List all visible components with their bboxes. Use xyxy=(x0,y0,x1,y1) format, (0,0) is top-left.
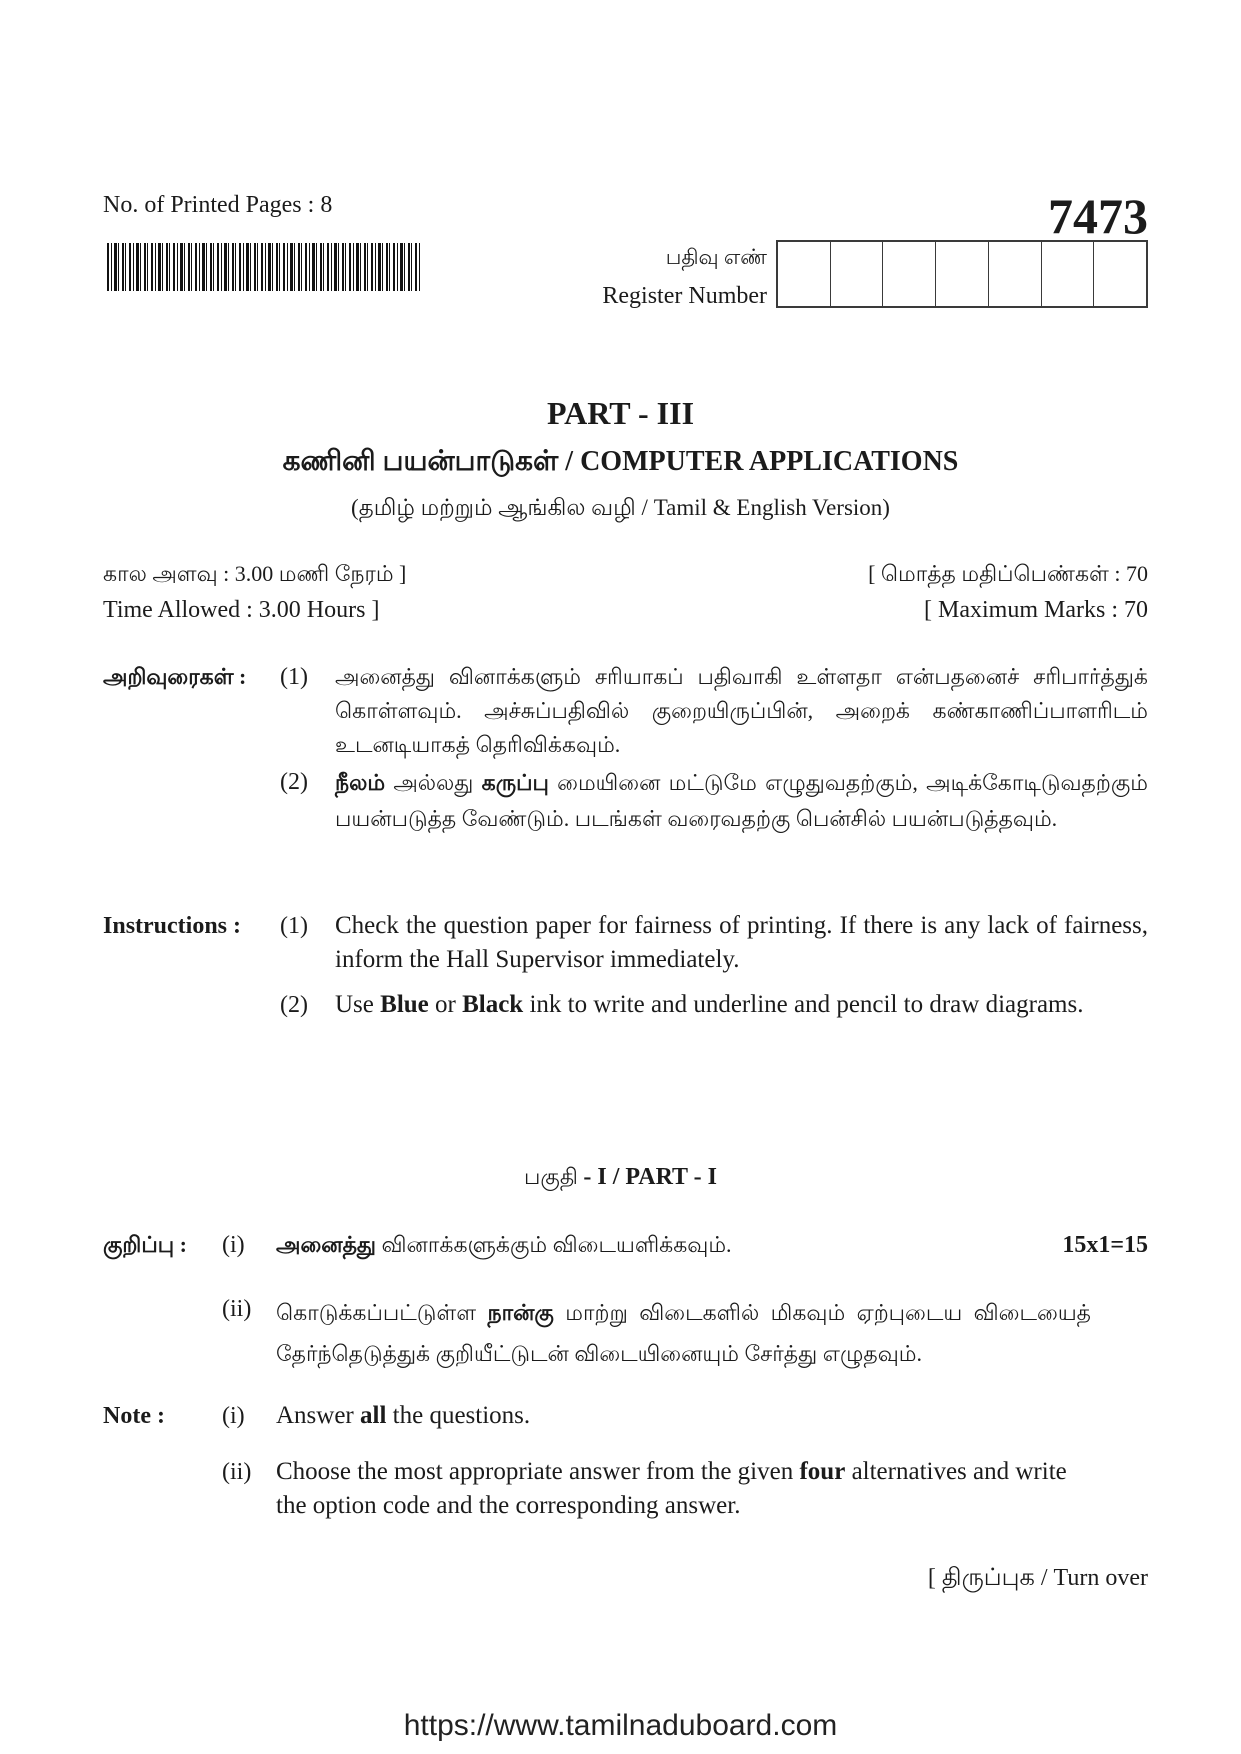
register-number-box xyxy=(1041,242,1094,306)
bold-word: Black xyxy=(462,991,524,1018)
note-number: (ii) xyxy=(222,1459,252,1485)
register-number-box xyxy=(988,242,1041,306)
part-one-heading-tamil: பகுதி xyxy=(524,1164,578,1189)
register-number-box xyxy=(935,242,988,306)
text-segment: the questions. xyxy=(386,1402,531,1429)
text-segment: அல்லது xyxy=(385,770,482,795)
register-number-label xyxy=(602,238,767,316)
instructions-english-label: Instructions : xyxy=(103,913,242,939)
note-number: (i) xyxy=(222,1232,245,1258)
part-one-heading-english: - I / PART - I xyxy=(583,1164,717,1190)
text-segment: வினாக்களுக்கும் விடையளிக்கவும். xyxy=(376,1232,732,1257)
text-segment: மாற்று விடைகளில் மிகவும் ஏற்புடைய விடையைத் தேர்ந்தெடுத்துக் குறியீட்டுடன் விடையினையும் சேர்த்து எழுதவும். xyxy=(276,1300,1092,1366)
note-english-label: Note : xyxy=(103,1403,165,1429)
text-segment: கொடுக்கப்பட்டுள்ள xyxy=(276,1300,488,1325)
text-segment: or xyxy=(428,991,463,1018)
register-label-english: Register Number xyxy=(602,283,767,309)
version-subtitle: (தமிழ் மற்றும் ஆங்கில வழி / Tamil & English Version) xyxy=(351,495,890,520)
note-number: (i) xyxy=(222,1403,245,1429)
instruction-number: (2) xyxy=(280,769,308,795)
time-allowed-tamil: கால அளவு : 3.00 மணி நேரம் ] xyxy=(103,561,407,586)
instruction-number: (2) xyxy=(280,992,308,1018)
bold-word: four xyxy=(799,1458,846,1485)
barcode xyxy=(107,243,421,291)
note-english-1-text xyxy=(276,1399,530,1433)
note-number: (ii) xyxy=(222,1296,252,1322)
text-segment: ink to write and underline and pencil to draw diagrams. xyxy=(523,991,1084,1018)
note-english-2-text xyxy=(276,1455,1091,1523)
bold-word: Blue xyxy=(380,991,429,1018)
note-tamil-1-text xyxy=(276,1228,732,1262)
instruction-english-2-text xyxy=(335,988,1148,1022)
register-number-boxes xyxy=(776,240,1148,308)
source-url-text: https://www.tamilnaduboard.com xyxy=(403,1709,838,1742)
text-segment: Choose the most appropriate answer from the given xyxy=(276,1458,800,1485)
note-tamil-2-text xyxy=(276,1292,1091,1374)
register-number-box xyxy=(1093,242,1146,306)
part-title: PART - III xyxy=(546,395,695,431)
text-segment: Answer xyxy=(276,1402,361,1429)
bold-word: நான்கு xyxy=(487,1300,554,1325)
text-segment: Use xyxy=(335,991,381,1018)
bold-word: நீலம் xyxy=(335,770,386,795)
maximum-marks-english: [ Maximum Marks : 70 xyxy=(924,597,1148,623)
part-one-heading xyxy=(0,1161,1241,1193)
paper-code: 7473 xyxy=(1048,188,1148,244)
text-segment: alternatives and write the option code and the corresponding answer. xyxy=(276,1458,1067,1519)
maximum-marks-tamil: [ மொத்த மதிப்பெண்கள் : 70 xyxy=(868,561,1148,586)
register-number-box xyxy=(882,242,935,306)
bold-word: கருப்பு xyxy=(481,770,549,795)
subject-title: கணினி பயன்பாடுகள் / COMPUTER APPLICATIONS xyxy=(282,446,959,477)
text-segment: மையினை மட்டுமே எழுதுவதற்கும், அடிக்கோடிடுவதற்கும் பயன்படுத்த வேண்டும். படங்கள் வரைவதற்கு பென்சில் பயன்படுத்தவும். xyxy=(335,770,1148,831)
register-label-tamil: பதிவு எண் xyxy=(665,245,767,269)
instruction-tamil-1-text: அனைத்து வினாக்களும் சரியாகப் பதிவாகி உள்ளதா என்பதனைச் சரிபார்த்துக் கொள்ளவும். அச்சுப்பதிவில் குறையிருப்பின், அறைக் கண்காணிப்பாளரிடம் உடனடியாகத் தெரிவிக்கவும். xyxy=(335,664,1148,757)
turn-over-note: [ திருப்புக / Turn over xyxy=(927,1565,1148,1591)
note-tamil-label: குறிப்பு : xyxy=(103,1232,187,1257)
instruction-english-1-text: Check the question paper for fairness of printing. If there is any lack of fairness, inform the Hall Supervisor immediately. xyxy=(335,912,1148,973)
bold-word: all xyxy=(360,1402,387,1429)
register-number-box xyxy=(778,242,830,306)
time-allowed-english: Time Allowed : 3.00 Hours ] xyxy=(103,597,380,623)
instruction-number: (1) xyxy=(280,913,308,939)
instructions-tamil-label: அறிவுரைகள் : xyxy=(103,664,247,689)
bold-word: அனைத்து xyxy=(276,1232,377,1257)
register-number-box xyxy=(830,242,883,306)
instruction-number: (1) xyxy=(280,664,308,690)
instruction-tamil-2-text xyxy=(335,765,1148,837)
part-one-marks: 15x1=15 xyxy=(1062,1232,1148,1258)
printed-pages-count: No. of Printed Pages : 8 xyxy=(103,192,333,218)
